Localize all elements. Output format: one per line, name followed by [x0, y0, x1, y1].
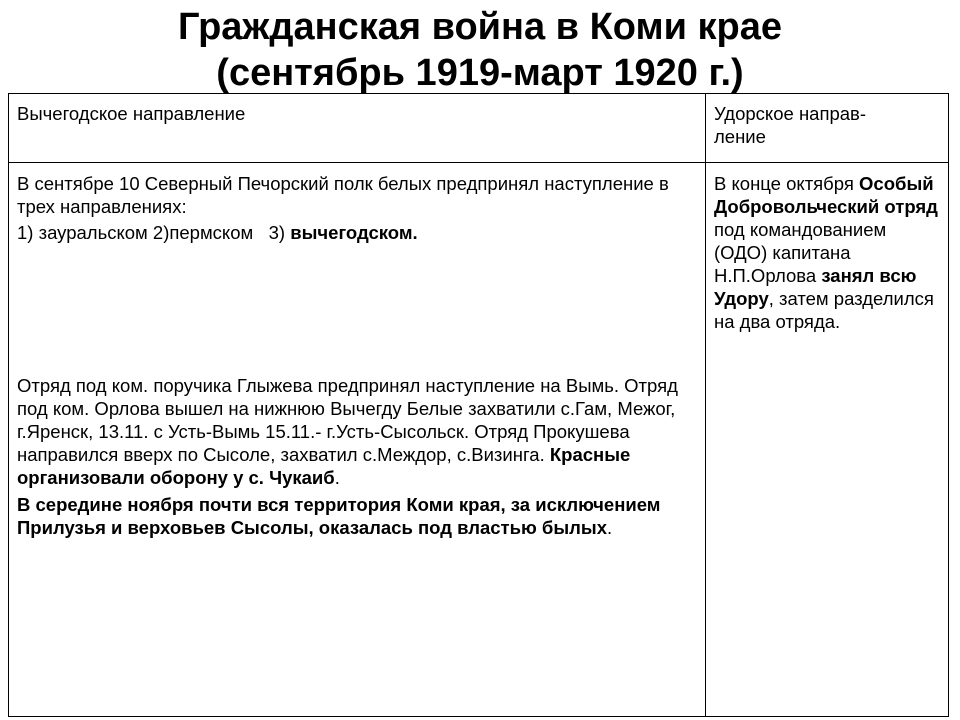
detachments-emphasis: Красные организовали оборону у с. Чукаиб — [17, 444, 631, 488]
title-line-1: Гражданская война в Коми крае — [177, 6, 783, 48]
table-header-row — [9, 94, 949, 163]
detachments-text: Отряд под ком. поручика Глыжева предпринял наступление на Вымь. Отряд под ком. Орлова вышел на нижнюю Вычегду Белые захватили с.Гам, Межог, г.Яренск, 13.11. с Усть-Вымь 15.11.- г.Усть-Сысольск. Отряд Прокушева направился вверх по Сысоле, захватил с.Междор, с.Визинга. — [17, 375, 678, 465]
cell-spacer — [17, 244, 697, 374]
directions-list: 1) зауральском 2)пермском 3) — [17, 222, 291, 243]
udora-run-3: под командованием (ОДО) капитана Н.П.Орлова — [714, 219, 887, 286]
udora-run-5: , затем разделился на два отряда. — [714, 288, 934, 332]
paragraph-offensive: В сентябре 10 Северный Печорский полк белых предпринял наступление в трех направлениях: — [17, 173, 669, 217]
table-body-row — [9, 163, 949, 717]
title-line-2: (сентябрь 1919-март 1920 г.) — [216, 52, 744, 94]
paragraph-november — [17, 493, 697, 539]
paragraph-directions — [17, 221, 697, 244]
detachments-end: . — [334, 467, 340, 488]
udora-run-1: В конце октября — [714, 173, 860, 194]
header-udora — [706, 94, 949, 163]
content-table — [8, 93, 949, 717]
udora-run-2: Особый Добровольческий отряд — [714, 173, 938, 217]
november-end: . — [606, 517, 613, 538]
udora-cell — [706, 163, 949, 717]
udora-run-4: занял всю Удору — [714, 265, 917, 309]
slide-title — [0, 4, 960, 96]
paragraph-detachments — [17, 374, 697, 489]
directions-emphasis: вычегодском. — [290, 222, 418, 243]
header-vychegda: Вычегодское направление — [9, 94, 706, 163]
vychegda-cell — [9, 163, 706, 717]
november-emphasis: В середине ноября почти вся территория Коми края, за исключением Прилузья и верховьев Сысолы, оказалась под властью былых — [17, 494, 661, 538]
header-udora-text: Удорское направ- ление — [714, 103, 867, 147]
